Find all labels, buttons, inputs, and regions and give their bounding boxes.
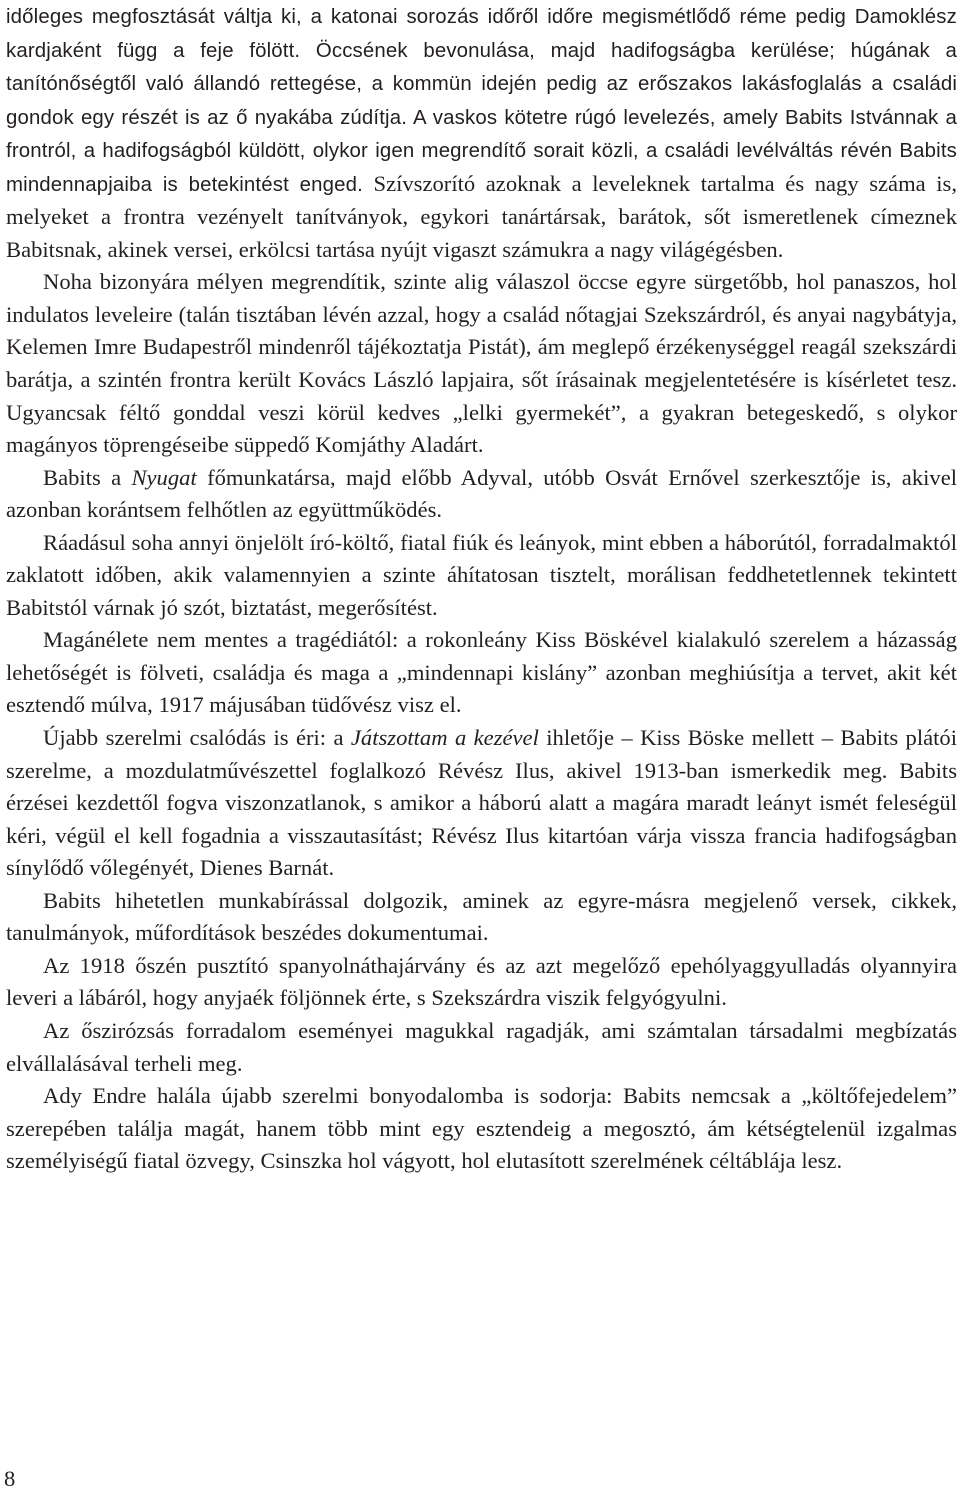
paragraph-8: Az 1918 őszén pusztító spanyolnáthajárvány és az azt megelőző epehólyaggyulladás olyannyira leveri a lábáról, hogy anyjaék följönnek érte, s Szekszárdra viszik felgyógyulni. [6,952,957,1011]
document-body [6,0,957,1178]
paragraph-5: Magánélete nem mentes a tragédiától: a rokonleány Kiss Böskével kialakuló szerelem a házasság lehetőségét is fölveti, családja és maga a „mindennapi kislány” azonban meghiúsítja a tervet, akit két esztendő múlva, 1917 májusában tüdővész visz el. [6,627,957,718]
paragraph-9: Az őszirózsás forradalom eseményei magukkal ragadják, ami számtalan társadalmi megbízatás elvállalásával terheli meg. [6,1017,957,1076]
paragraph-6 [6,722,957,885]
poem-title: Játszottam a kezével [350,725,539,751]
paragraph-4: Ráadásul soha annyi önjelölt író-költő, fiatal fiúk és leányok, mint ebben a háborútól, forradalmaktól zaklatott időben, akik valamennyien a szinte áhítatosan tisztelt, morálisan feddhetetlennek tekintett Babitstól várnak jó szót, biztatást, megerősítést. [6,529,957,620]
paragraph-3-before: Babits a [43,464,132,490]
paragraph-1 [6,0,957,266]
journal-title-nyugat: Nyugat [131,464,197,490]
paragraph-1-part-c: Szívszorító azoknak a leveleknek tartalma és nagy száma is, melyeket a frontra vezényelt tanítványok, egykori tanártársak, barátok, sőt ismeretlenek címeznek Babitsnak, akinek versei, erkölcsi tartása nyújt vigaszt számukra a nagy világégésben. [6,170,957,262]
paragraph-1-part-b: A vaskos kötetre rúgó levelezés, amely Babits Istvánnak a frontról, a hadifogságból küldött, olykor igen megrendítő sorait közli, a családi levélváltás révén Babits mindennapjaiba is betekintést enged. [6,106,957,196]
paragraph-6-after: ihletője – Kiss Böske mellett – Babits plátói szerelme, a mozdulatművészettel foglalkozó Révész Ilus, akivel 1913-ban ismerkedik meg. Babits érzései kezdettől fogva viszonzatlanok, s amikor a háború alatt a magára maradt leányt ismét feleségül kéri, végül el kell fogadnia a visszautasítást; Révész Ilus kitartóan várja vissza francia hadifogságban sínylődő vőlegényét, Dienes Barnát. [6,725,957,881]
paragraph-3-after: főmunkatársa, majd előbb Adyval, utóbb Osvát Ernővel szerkesztője is, akivel azonban korántsem felhőtlen az együttműködés. [6,464,957,523]
paragraph-6-before: Újabb szerelmi csalódás is éri: a [43,725,351,751]
paragraph-2: Noha bizonyára mélyen megrendítik, szinte alig válaszol öccse egyre sürgetőbb, hol panaszos, hol indulatos leveleire (talán tisztában lévén azzal, hogy a család nőtagjai Szekszárdról, és anyai nagybátyja, Kelemen Imre Budapestről mindenről tájékoztatja Pistát), ám meglepő érzékenységgel reagál szekszárdi barátja, a szintén frontra került Kovács László lapjaira, sőt írásainak megjelentetésére is kísérletet tesz. Ugyancsak féltő gonddal veszi körül kedves „lelki gyermekét”, a gyakran betegeskedő, s olykor magányos töprengéseibe süppedő Komjáthy Aladárt. [6,269,957,458]
paragraph-10: Ady Endre halála újabb szerelmi bonyodalomba is sodorja: Babits nemcsak a „költőfejedelem” szerepében találja magát, hanem több mint egy esztendeig a megosztó, ám kétségtelenül izgalmas személyiségű fiatal özvegy, Csinszka hol vágyott, hol elutasított szerelmének céltáblája lesz. [6,1083,957,1174]
paragraph-3 [6,462,957,527]
paragraph-7: Babits hihetetlen munkabírással dolgozik, aminek az egyre-másra megjelenő versek, cikkek, tanulmányok, műfordítások beszédes dokumentumai. [6,887,957,946]
page-number: 8 [4,1466,16,1491]
paragraph-1-part-a: időleges megfosztását váltja ki, a katonai sorozás időről időre megismétlődő réme pedig Damoklész kardjaként függ a feje fölött. Öccsének bevonulása, majd hadifogságba kerülése; húgának a tanítónőségtől való állandó rettegése, a kommün idején pedig az erőszakos lakásfoglalás a családi gondok egy részét is az ő nyakába zúdítja. [6,6,957,129]
